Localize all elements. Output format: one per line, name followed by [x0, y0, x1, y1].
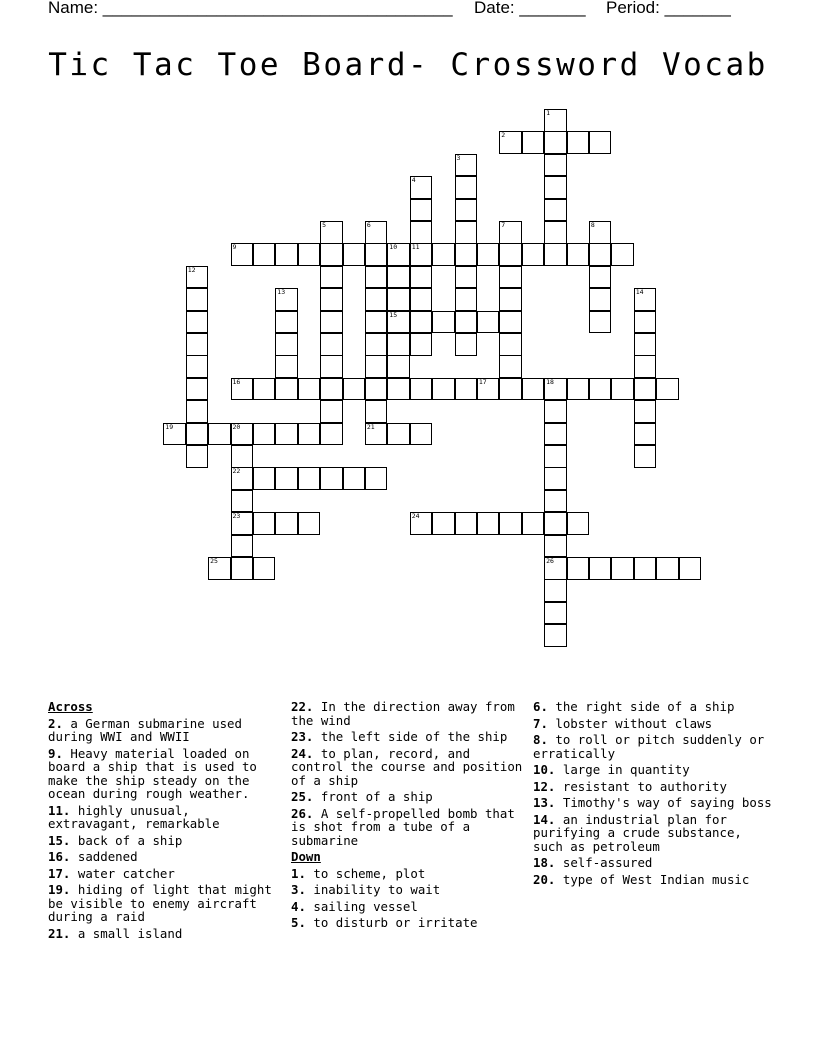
- clue-number: 19: [165, 422, 174, 431]
- clue-number-label: 16.: [48, 849, 71, 864]
- grid-cell[interactable]: [567, 131, 590, 154]
- grid-cell[interactable]: [522, 131, 545, 154]
- across-clue: [291, 747, 523, 788]
- down-clue: [291, 867, 523, 881]
- clue-text: back of a ship: [77, 832, 183, 848]
- down-clue: [533, 873, 773, 887]
- grid-cell[interactable]: [589, 288, 612, 311]
- grid-cell[interactable]: [231, 445, 254, 468]
- grid-cell[interactable]: [544, 579, 567, 602]
- clue-number-label: 4.: [291, 898, 306, 914]
- grid-cell[interactable]: [544, 557, 567, 580]
- grid-cell[interactable]: [589, 311, 612, 334]
- down-clue: [533, 733, 773, 760]
- grid-cell[interactable]: [499, 288, 522, 311]
- grid-cell[interactable]: [477, 378, 500, 401]
- grid-cell[interactable]: [298, 378, 321, 401]
- clue-number-label: 2.: [48, 715, 63, 731]
- grid-cell[interactable]: [544, 467, 567, 490]
- grid-cell[interactable]: [320, 221, 343, 244]
- grid-cell[interactable]: [567, 243, 590, 266]
- clue-number: 20: [232, 422, 241, 431]
- grid-cell[interactable]: [589, 131, 612, 154]
- grid-cell[interactable]: [477, 243, 500, 266]
- clue-number-label: 11.: [48, 802, 71, 818]
- grid-cell[interactable]: [387, 333, 410, 356]
- down-clue: [533, 717, 773, 731]
- grid-cell[interactable]: [455, 176, 478, 199]
- clue-number-label: 24.: [291, 745, 314, 761]
- clue-text: front of a ship: [320, 789, 433, 804]
- grid-cell[interactable]: [186, 378, 209, 401]
- clue-number-label: 8.: [533, 732, 548, 747]
- clue-number-label: 15.: [48, 832, 71, 848]
- grid-cell[interactable]: [544, 445, 567, 468]
- grid-cell[interactable]: [634, 445, 657, 468]
- grid-cell[interactable]: [298, 512, 321, 535]
- grid-cell[interactable]: [410, 176, 433, 199]
- grid-cell[interactable]: [544, 624, 567, 647]
- down-clue: [533, 763, 773, 777]
- clue-number: 25: [210, 557, 218, 565]
- clue-text: a German submarine used during WWI and WWII: [48, 715, 242, 744]
- clue-text: resistant to authority: [562, 778, 727, 794]
- clue-number: 13: [277, 288, 286, 297]
- clue-text: large in quantity: [562, 762, 690, 777]
- clue-text: inability to wait: [313, 882, 441, 897]
- across-heading: Across: [48, 699, 93, 714]
- grid-cell[interactable]: [343, 467, 366, 490]
- grid-cell[interactable]: [253, 243, 276, 266]
- clue-text: to plan, record, and control the course and position of a ship: [291, 745, 523, 788]
- down-heading: Down: [291, 849, 321, 864]
- across-clue: [48, 883, 280, 924]
- grid-cell[interactable]: [365, 400, 388, 423]
- grid-cell[interactable]: [298, 243, 321, 266]
- grid-cell[interactable]: [544, 199, 567, 222]
- clue-number-label: 1.: [291, 865, 306, 881]
- clue-text: to scheme, plot: [313, 865, 426, 881]
- grid-cell[interactable]: [522, 512, 545, 535]
- grid-cell[interactable]: [544, 176, 567, 199]
- grid-cell[interactable]: [477, 311, 500, 334]
- grid-cell[interactable]: [634, 378, 657, 401]
- clue-text: Timothy's way of saying boss: [562, 795, 772, 810]
- grid-cell[interactable]: [231, 535, 254, 558]
- down-clue: [291, 916, 523, 930]
- grid-cell[interactable]: [634, 423, 657, 446]
- clue-number: 24: [411, 512, 420, 521]
- grid-cell[interactable]: [365, 378, 388, 401]
- grid-cell[interactable]: [365, 221, 388, 244]
- grid-cell[interactable]: [320, 400, 343, 423]
- grid-cell[interactable]: [567, 512, 590, 535]
- grid-cell[interactable]: [455, 311, 478, 334]
- page-title: Tic Tac Toe Board- Crossword Vocab: [48, 47, 768, 83]
- grid-cell[interactable]: [432, 512, 455, 535]
- grid-cell[interactable]: [298, 467, 321, 490]
- grid-cell[interactable]: [455, 266, 478, 289]
- grid-cell[interactable]: [275, 333, 298, 356]
- grid-cell[interactable]: [231, 378, 254, 401]
- clues-column-1: [48, 700, 280, 943]
- across-clue: [48, 717, 280, 744]
- grid-cell[interactable]: [387, 266, 410, 289]
- clue-number: 23: [232, 512, 241, 521]
- clue-text: the right side of a ship: [555, 699, 735, 714]
- grid-cell[interactable]: [253, 378, 276, 401]
- grid-cell[interactable]: [365, 355, 388, 378]
- across-clue: [48, 867, 280, 881]
- clue-text: highly unusual, extravagant, remarkable: [48, 802, 220, 831]
- grid-cell[interactable]: [253, 512, 276, 535]
- grid-cell[interactable]: [231, 557, 254, 580]
- down-clue: [533, 856, 773, 870]
- grid-cell[interactable]: [387, 423, 410, 446]
- grid-cell[interactable]: [365, 243, 388, 266]
- clue-number-label: 5.: [291, 915, 306, 930]
- across-clue: [48, 804, 280, 831]
- clue-number: 6: [366, 221, 371, 229]
- grid-cell[interactable]: [544, 602, 567, 625]
- clue-text: saddened: [77, 849, 138, 864]
- down-clue: [291, 900, 523, 914]
- grid-cell[interactable]: [455, 154, 478, 177]
- across-clue: [48, 850, 280, 864]
- grid-cell[interactable]: [589, 378, 612, 401]
- grid-cell[interactable]: [634, 557, 657, 580]
- clue-text: to roll or pitch suddenly or erratically: [533, 732, 765, 761]
- grid-cell[interactable]: [320, 467, 343, 490]
- grid-cell[interactable]: [567, 557, 590, 580]
- grid-cell[interactable]: [544, 490, 567, 513]
- across-clue: [291, 730, 523, 744]
- clue-number: 12: [187, 265, 196, 274]
- grid-cell[interactable]: [611, 378, 634, 401]
- clue-number: 8: [590, 221, 595, 229]
- grid-cell[interactable]: [589, 557, 612, 580]
- clue-number-label: 13.: [533, 795, 556, 810]
- clue-text: hiding of light that might be visible to enemy aircraft during a raid: [48, 882, 272, 924]
- down-clue: [533, 780, 773, 794]
- grid-cell[interactable]: [455, 333, 478, 356]
- grid-cell[interactable]: [410, 288, 433, 311]
- grid-cell[interactable]: [365, 467, 388, 490]
- grid-cell[interactable]: [544, 535, 567, 558]
- grid-cell[interactable]: [208, 557, 231, 580]
- grid-cell[interactable]: [410, 243, 433, 266]
- clue-number: 11: [411, 243, 420, 252]
- grid-cell[interactable]: [410, 311, 433, 334]
- grid-cell[interactable]: [544, 221, 567, 244]
- grid-cell[interactable]: [477, 512, 500, 535]
- clue-text: an industrial plan for purifying a crude substance, such as petroleum: [533, 811, 742, 854]
- grid-cell[interactable]: [410, 221, 433, 244]
- grid-cell[interactable]: [186, 333, 209, 356]
- grid-cell[interactable]: [499, 221, 522, 244]
- clue-number-label: 22.: [291, 699, 314, 714]
- across-clue: [48, 747, 280, 801]
- clue-number: 4: [411, 176, 416, 185]
- grid-cell[interactable]: [365, 288, 388, 311]
- clue-number: 10: [389, 243, 398, 252]
- grid-cell[interactable]: [231, 490, 254, 513]
- grid-cell[interactable]: [186, 423, 209, 446]
- grid-cell[interactable]: [231, 423, 254, 446]
- clue-text: self-assured: [562, 855, 653, 870]
- down-clue: [533, 813, 773, 854]
- grid-cell[interactable]: [634, 333, 657, 356]
- grid-cell[interactable]: [275, 467, 298, 490]
- grid-cell[interactable]: [455, 221, 478, 244]
- clue-text: A self-propelled bomb that is shot from a tube of a submarine: [291, 805, 515, 848]
- grid-cell[interactable]: [544, 400, 567, 423]
- grid-cell[interactable]: [410, 423, 433, 446]
- clue-number: 18: [546, 377, 554, 386]
- clue-text: a small island: [77, 925, 183, 941]
- grid-cell[interactable]: [320, 378, 343, 401]
- grid-cell[interactable]: [634, 311, 657, 334]
- grid-cell[interactable]: [455, 288, 478, 311]
- clue-number: 22: [232, 467, 241, 476]
- grid-cell[interactable]: [634, 288, 657, 311]
- across-clue: [48, 927, 280, 941]
- grid-cell[interactable]: [499, 355, 522, 378]
- grid-cell[interactable]: [589, 266, 612, 289]
- grid-cell[interactable]: [544, 131, 567, 154]
- grid-cell[interactable]: [320, 355, 343, 378]
- grid-cell[interactable]: [455, 199, 478, 222]
- grid-cell[interactable]: [499, 311, 522, 334]
- clue-number-label: 7.: [533, 715, 548, 731]
- grid-cell[interactable]: [320, 288, 343, 311]
- clue-number: 9: [232, 243, 237, 252]
- grid-cell[interactable]: [186, 400, 209, 423]
- grid-cell[interactable]: [320, 243, 343, 266]
- grid-cell[interactable]: [634, 400, 657, 423]
- clue-number: 16: [232, 377, 241, 386]
- clue-text: Heavy material loaded on board a ship that is used to make the ship steady on the ocean during rough weather.: [48, 745, 257, 801]
- grid-cell[interactable]: [253, 557, 276, 580]
- grid-cell[interactable]: [410, 266, 433, 289]
- clue-text: In the direction away from the wind: [291, 699, 515, 728]
- grid-cell[interactable]: [387, 243, 410, 266]
- clue-number-label: 19.: [48, 882, 71, 897]
- grid-cell[interactable]: [656, 378, 679, 401]
- grid-cell[interactable]: [186, 355, 209, 378]
- grid-cell[interactable]: [387, 311, 410, 334]
- grid-cell[interactable]: [544, 109, 567, 132]
- grid-cell[interactable]: [253, 423, 276, 446]
- clue-number-label: 20.: [533, 871, 556, 887]
- grid-cell[interactable]: [410, 333, 433, 356]
- clue-text: sailing vessel: [313, 898, 418, 914]
- grid-cell[interactable]: [589, 221, 612, 244]
- grid-cell[interactable]: [253, 467, 276, 490]
- clue-number: 26: [546, 557, 554, 565]
- down-clue: [291, 883, 523, 897]
- grid-cell[interactable]: [320, 266, 343, 289]
- clues-column-3: [533, 700, 773, 889]
- clue-number-label: 10.: [533, 762, 556, 777]
- clue-number-label: 3.: [291, 882, 306, 897]
- clue-number-label: 12.: [533, 778, 556, 794]
- grid-cell[interactable]: [432, 243, 455, 266]
- clue-number: 3: [456, 153, 461, 162]
- down-clue: [533, 796, 773, 810]
- clue-text: the left side of the ship: [320, 729, 508, 744]
- grid-cell[interactable]: [499, 512, 522, 535]
- clue-number: 17: [478, 377, 487, 386]
- grid-cell[interactable]: [589, 243, 612, 266]
- across-clue: [291, 700, 523, 727]
- clue-number: 21: [366, 422, 375, 431]
- clue-number-label: 17.: [48, 865, 71, 881]
- grid-cell[interactable]: [231, 467, 254, 490]
- grid-cell[interactable]: [275, 512, 298, 535]
- grid-cell[interactable]: [544, 154, 567, 177]
- grid-cell[interactable]: [275, 423, 298, 446]
- period-field[interactable]: Period: _______: [606, 0, 731, 17]
- grid-cell[interactable]: [186, 445, 209, 468]
- grid-cell[interactable]: [410, 378, 433, 401]
- clue-number-label: 23.: [291, 729, 314, 744]
- grid-cell[interactable]: [275, 288, 298, 311]
- grid-cell[interactable]: [611, 243, 634, 266]
- grid-cell[interactable]: [343, 378, 366, 401]
- grid-cell[interactable]: [231, 512, 254, 535]
- grid-cell[interactable]: [567, 378, 590, 401]
- grid-cell[interactable]: [320, 311, 343, 334]
- grid-cell[interactable]: [544, 378, 567, 401]
- clue-number: 5: [322, 221, 327, 229]
- clue-text: type of West Indian music: [562, 871, 750, 887]
- grid-cell[interactable]: [387, 288, 410, 311]
- grid-cell[interactable]: [522, 243, 545, 266]
- grid-cell[interactable]: [432, 378, 455, 401]
- clue-text: water catcher: [77, 865, 175, 881]
- grid-cell[interactable]: [208, 423, 231, 446]
- clue-text: lobster without claws: [555, 715, 713, 731]
- grid-cell[interactable]: [499, 266, 522, 289]
- grid-cell[interactable]: [275, 378, 298, 401]
- clue-number: 2: [501, 131, 506, 140]
- grid-cell[interactable]: [275, 243, 298, 266]
- clue-number: 15: [389, 310, 398, 319]
- date-field[interactable]: Date: _______: [474, 0, 586, 17]
- grid-cell[interactable]: [679, 557, 702, 580]
- grid-cell[interactable]: [410, 512, 433, 535]
- grid-cell[interactable]: [275, 311, 298, 334]
- grid-cell[interactable]: [634, 355, 657, 378]
- clue-number-label: 9.: [48, 745, 63, 761]
- across-clue: [291, 790, 523, 804]
- grid-cell[interactable]: [455, 243, 478, 266]
- grid-cell[interactable]: [298, 423, 321, 446]
- across-clue: [291, 807, 523, 848]
- across-clue: [48, 834, 280, 848]
- grid-cell[interactable]: [365, 423, 388, 446]
- grid-cell[interactable]: [231, 243, 254, 266]
- clue-number-label: 6.: [533, 699, 548, 714]
- grid-cell[interactable]: [365, 311, 388, 334]
- name-field[interactable]: Name: _____________________________________: [48, 0, 453, 17]
- grid-cell[interactable]: [499, 131, 522, 154]
- clue-number: 14: [635, 288, 644, 297]
- clue-number-label: 18.: [533, 855, 556, 870]
- grid-cell[interactable]: [186, 266, 209, 289]
- clue-number: 1: [546, 109, 551, 117]
- grid-cell[interactable]: [544, 243, 567, 266]
- clue-number-label: 25.: [291, 789, 314, 804]
- grid-cell[interactable]: [544, 423, 567, 446]
- clue-number-label: 14.: [533, 811, 556, 827]
- grid-cell[interactable]: [163, 423, 186, 446]
- grid-cell[interactable]: [499, 378, 522, 401]
- grid-cell[interactable]: [343, 243, 366, 266]
- clue-number-label: 21.: [48, 925, 71, 941]
- grid-cell[interactable]: [499, 243, 522, 266]
- clue-number-label: 26.: [291, 805, 314, 821]
- grid-cell[interactable]: [410, 199, 433, 222]
- clue-text: to disturb or irritate: [313, 915, 478, 930]
- grid-cell[interactable]: [455, 378, 478, 401]
- clues-column-2: [291, 700, 523, 933]
- grid-cell[interactable]: [387, 355, 410, 378]
- grid-cell[interactable]: [522, 378, 545, 401]
- grid-cell[interactable]: [544, 512, 567, 535]
- grid-cell[interactable]: [387, 378, 410, 401]
- grid-cell[interactable]: [320, 423, 343, 446]
- grid-cell[interactable]: [365, 333, 388, 356]
- grid-cell[interactable]: [320, 333, 343, 356]
- grid-cell[interactable]: [455, 512, 478, 535]
- down-clue: [533, 700, 773, 714]
- grid-cell[interactable]: [499, 333, 522, 356]
- clue-number: 7: [501, 221, 506, 229]
- grid-cell[interactable]: [186, 311, 209, 334]
- grid-cell[interactable]: [611, 557, 634, 580]
- grid-cell[interactable]: [656, 557, 679, 580]
- grid-cell[interactable]: [186, 288, 209, 311]
- grid-cell[interactable]: [365, 266, 388, 289]
- grid-cell[interactable]: [275, 355, 298, 378]
- grid-cell[interactable]: [432, 311, 455, 334]
